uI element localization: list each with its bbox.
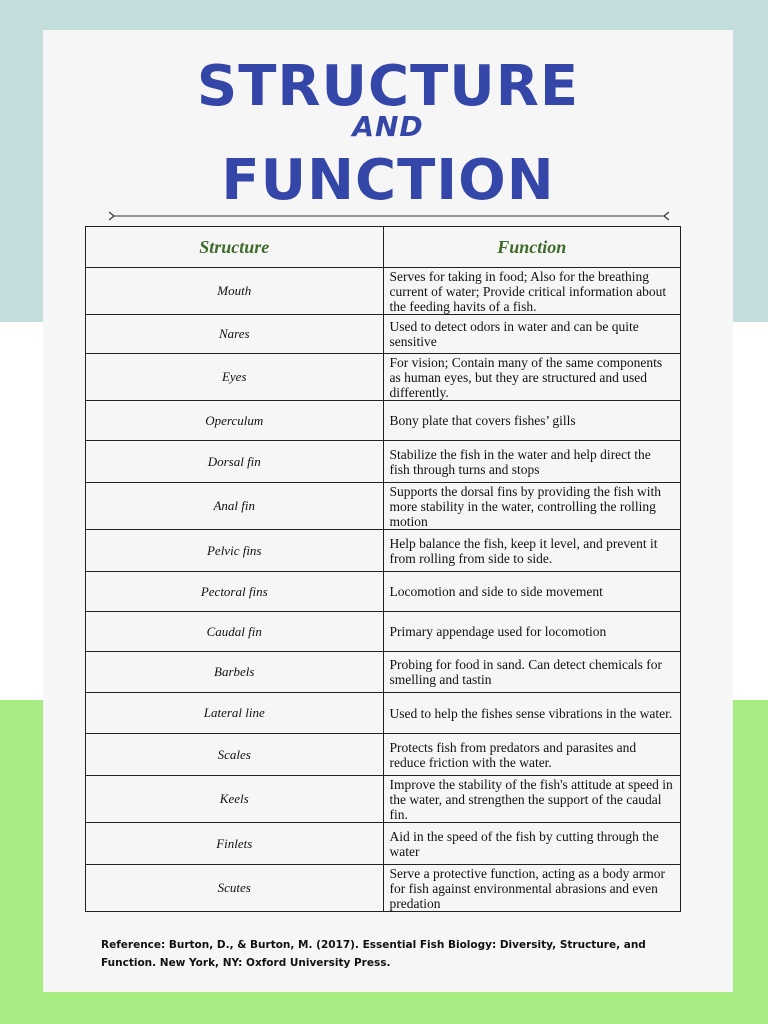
structure-cell: Anal fin <box>86 483 384 530</box>
structure-cell: Mouth <box>86 268 384 315</box>
table-row <box>86 572 681 612</box>
structure-cell: Keels <box>86 776 384 823</box>
table-row <box>86 483 681 530</box>
table-row <box>86 612 681 652</box>
function-cell: Primary appendage used for locomotion <box>383 612 681 652</box>
title-function: FUNCTION <box>221 148 555 213</box>
function-cell: Protects fish from predators and parasites and reduce friction with the water. <box>383 734 681 776</box>
table-row <box>86 268 681 315</box>
structure-cell: Pectoral fins <box>86 572 384 612</box>
structure-cell: Pelvic fins <box>86 530 384 572</box>
function-cell: Supports the dorsal fins by providing the fish with more stability in the water, controlling the rolling motion <box>383 483 681 530</box>
structure-cell: Caudal fin <box>86 612 384 652</box>
table-row <box>86 734 681 776</box>
function-cell: Serves for taking in food; Also for the breathing current of water; Provide critical information about the feeding havits of a fish. <box>383 268 681 315</box>
function-cell: Bony plate that covers fishes’ gills <box>383 401 681 441</box>
structure-cell: Nares <box>86 315 384 354</box>
function-cell: Help balance the fish, keep it level, and prevent it from rolling from side to side. <box>383 530 681 572</box>
table-row <box>86 315 681 354</box>
structure-cell: Eyes <box>86 354 384 401</box>
table-row <box>86 693 681 734</box>
structure-function-table <box>85 226 681 912</box>
table-row <box>86 354 681 401</box>
table-row <box>86 776 681 823</box>
structure-cell: Scales <box>86 734 384 776</box>
table-row <box>86 823 681 865</box>
structure-cell: Scutes <box>86 865 384 912</box>
function-cell: For vision; Contain many of the same components as human eyes, but they are structured and used differently. <box>383 354 681 401</box>
title-structure: STRUCTURE <box>196 54 580 119</box>
structure-cell: Finlets <box>86 823 384 865</box>
table-row <box>86 530 681 572</box>
function-cell: Locomotion and side to side movement <box>383 572 681 612</box>
header-structure: Structure <box>86 227 384 268</box>
title-divider <box>109 210 669 222</box>
function-cell: Serve a protective function, acting as a body armor for fish against environmental abrasions and even predation <box>383 865 681 912</box>
worksheet <box>43 30 733 992</box>
function-cell: Used to detect odors in water and can be quite sensitive <box>383 315 681 354</box>
title-and: AND <box>352 110 424 143</box>
function-cell: Probing for food in sand. Can detect chemicals for smelling and tastin <box>383 652 681 693</box>
function-cell: Improve the stability of the fish's attitude at speed in the water, and strengthen the support of the caudal fin. <box>383 776 681 823</box>
structure-cell: Dorsal fin <box>86 441 384 483</box>
table-row <box>86 401 681 441</box>
table-row <box>86 652 681 693</box>
table-row <box>86 441 681 483</box>
structure-cell: Operculum <box>86 401 384 441</box>
header-function: Function <box>383 227 681 268</box>
function-cell: Aid in the speed of the fish by cutting through the water <box>383 823 681 865</box>
reference-citation: Reference: Burton, D., & Burton, M. (2017). Essential Fish Biology: Diversity, Structure, and Function. New York, NY: Oxford University Press. <box>101 939 646 969</box>
function-cell: Used to help the fishes sense vibrations in the water. <box>383 693 681 734</box>
table-row <box>86 865 681 912</box>
structure-cell: Lateral line <box>86 693 384 734</box>
structure-cell: Barbels <box>86 652 384 693</box>
function-cell: Stabilize the fish in the water and help direct the fish through turns and stops <box>383 441 681 483</box>
